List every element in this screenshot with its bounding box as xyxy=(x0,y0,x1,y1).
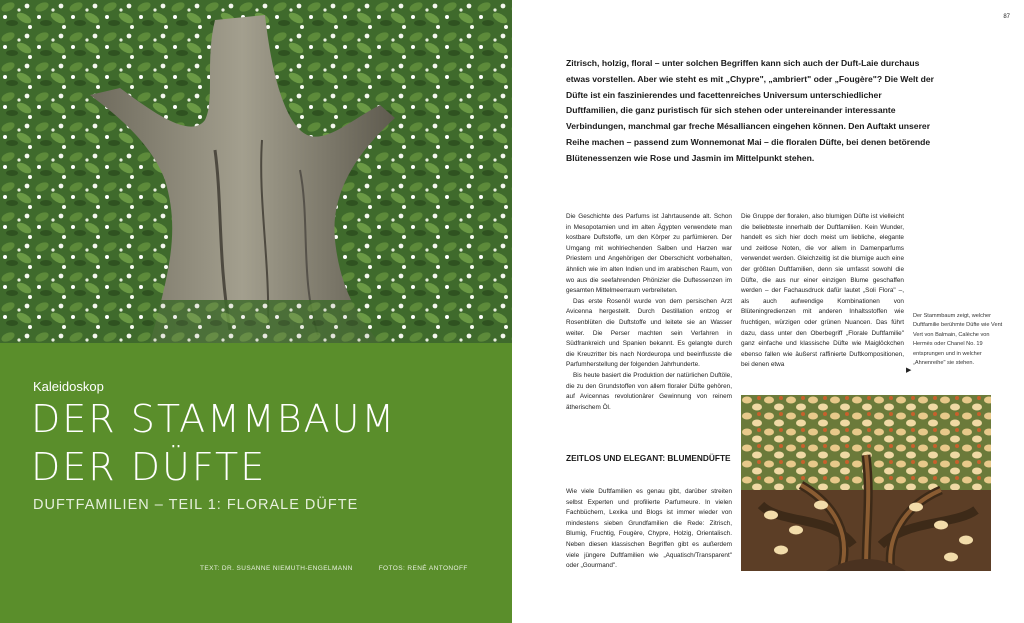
continue-arrow-icon: ▶ xyxy=(906,367,912,374)
body-column-1 xyxy=(566,212,732,413)
jasmine-tree-photo xyxy=(0,0,512,343)
image-caption: Der Stammbaum zeigt, welcher Duftfamilie berühmte Düfte wie Vent Vert von Balmain, Calèche von Hermès oder Chanel No. 19 entsprungen und in welcher „Ahnenreihe" sie stehen. xyxy=(913,313,1003,367)
body-paragraph: Wie viele Duftfamilien es genau gibt, darüber streiten selbst Experten und profilierte Parfumeure. In vielen Fachbüchern, Lexika und Blogs ist immer wieder von mindestens sieben Grundfamilien die Rede: Zitrisch, Blumig, Fruchtig, Fougère, Chypre, Holzig, Orientalisch. Neben diesen klassischen Begriffen gibt es außerdem viele jüngere Duftfamilien wie „Aquatisch/Transparent" oder „Gourmand". xyxy=(566,488,732,570)
body-paragraph: Bis heute basiert die Produktion der natürlichen Duftöle, die zu den Grundstoffen von allem floraler Düfte gehören, auf Avicennas revolutionärer Gewinnung von reinem ätherischem Öl. xyxy=(566,371,732,411)
article-subtitle: DUFTFAMILIEN – TEIL 1: FLORALE DÜFTE xyxy=(33,497,359,513)
credits xyxy=(200,565,468,572)
body-paragraph: Die Gruppe der floralen, also blumigen Düfte ist vielleicht die beliebteste innerhalb der Duftfamilien. Kein Wunder, handelt es sich hier doch meist um liebliche, elegante und zeitlose Noten, die vor allem in Damenparfums verwendet werden. Gleichzeitig ist die blumige auch eine der größten Duftfamilien, denn sie umfasst sowohl die Düfte, die aus nur einer einzigen Blume geschaffen werden – der Fachausdruck dafür lautet „Soli Flora" –, als auch aufwendige Kombinationen von Blüteningredienzen mit anderen Inhaltsstoffen wie fruchtigen, würzigen oder grünen Nuancen. Das führt dazu, dass unter den Oberbegriff „Florale Duftfamilie" ganz einfache und klassische Düfte wie Maiglöckchen ebenso fallen wie äußerst raffinierte Duftkompositionen, bei denen etwa xyxy=(741,213,904,369)
article-title-line1: DER STAMMBAUM xyxy=(31,397,397,441)
section-kicker: Kaleidoskop xyxy=(33,379,104,394)
body-paragraph: Das erste Rosenöl wurde von dem persischen Arzt Avicenna hergestellt. Durch Destillation entzog er Rosenblüten die Duftstoffe und leitete sie an Wasser weiter. Die Perser machten sein Verfahren in Südfrankreich und Spanien bekannt. Es gelangte durch die Kreuzritter bis nach Nordeuropa und beeinflusste die Parfumherstellung der folgenden Jahrhunderte. xyxy=(566,297,732,369)
scent-family-tree-image xyxy=(741,395,991,571)
article-title xyxy=(31,395,396,491)
photo-credit: FOTOS: RENÉ ANTONOFF xyxy=(378,565,468,572)
right-page xyxy=(512,0,1024,623)
page-number: 87 xyxy=(1003,14,1010,20)
article-title-line2: DER DÜFTE xyxy=(31,445,267,489)
body-paragraph: Die Geschichte des Parfums ist Jahrtausende alt. Schon in Mesopotamien und im alten Ägypten verwendete man kostbare Duftstoffe, um den Körper zu parfümieren. Der Umgang mit wohlriechenden Salben und Harzen war Priestern und Angehörigen der Oberschicht vorbehalten, ähnlich wie im alten Indien und im arabischen Raum, von wo aus die seefahrenden Phönizier die Duftessenzen im gesamten Mittelmeerraum verbreiteten. xyxy=(566,213,732,295)
lead-paragraph: Zitrisch, holzig, floral – unter solchen Begriffen kann sich auch der Duft-Laie durchaus etwas vorstellen. Aber wie steht es mit „Chypre", „ambriert" oder „Fougère"? Die Welt der Düfte ist ein faszinierendes und facettenreiches Universum unterschiedlicher Duftfamilien, die ganz puristisch für sich stehen oder untereinander interessante Verbindungen, manchmal gar freche Mésalliancen eingehen können. Den Auftakt unserer Reihe machen – passend zum Wonnemonat Mai – die floralen Düfte, bei denen betörende Blütenessenzen wie Rose und Jasmin im Mittelpunkt stehen. xyxy=(566,58,935,163)
text-credit: TEXT: DR. SUSANNE NIEMUTH-ENGELMANN xyxy=(200,565,353,572)
body-column-2 xyxy=(741,212,904,371)
body-column-3 xyxy=(566,487,732,572)
title-panel xyxy=(0,343,512,623)
section-heading: ZEITLOS UND ELEGANT: BLUMENDÜFTE xyxy=(566,453,731,463)
